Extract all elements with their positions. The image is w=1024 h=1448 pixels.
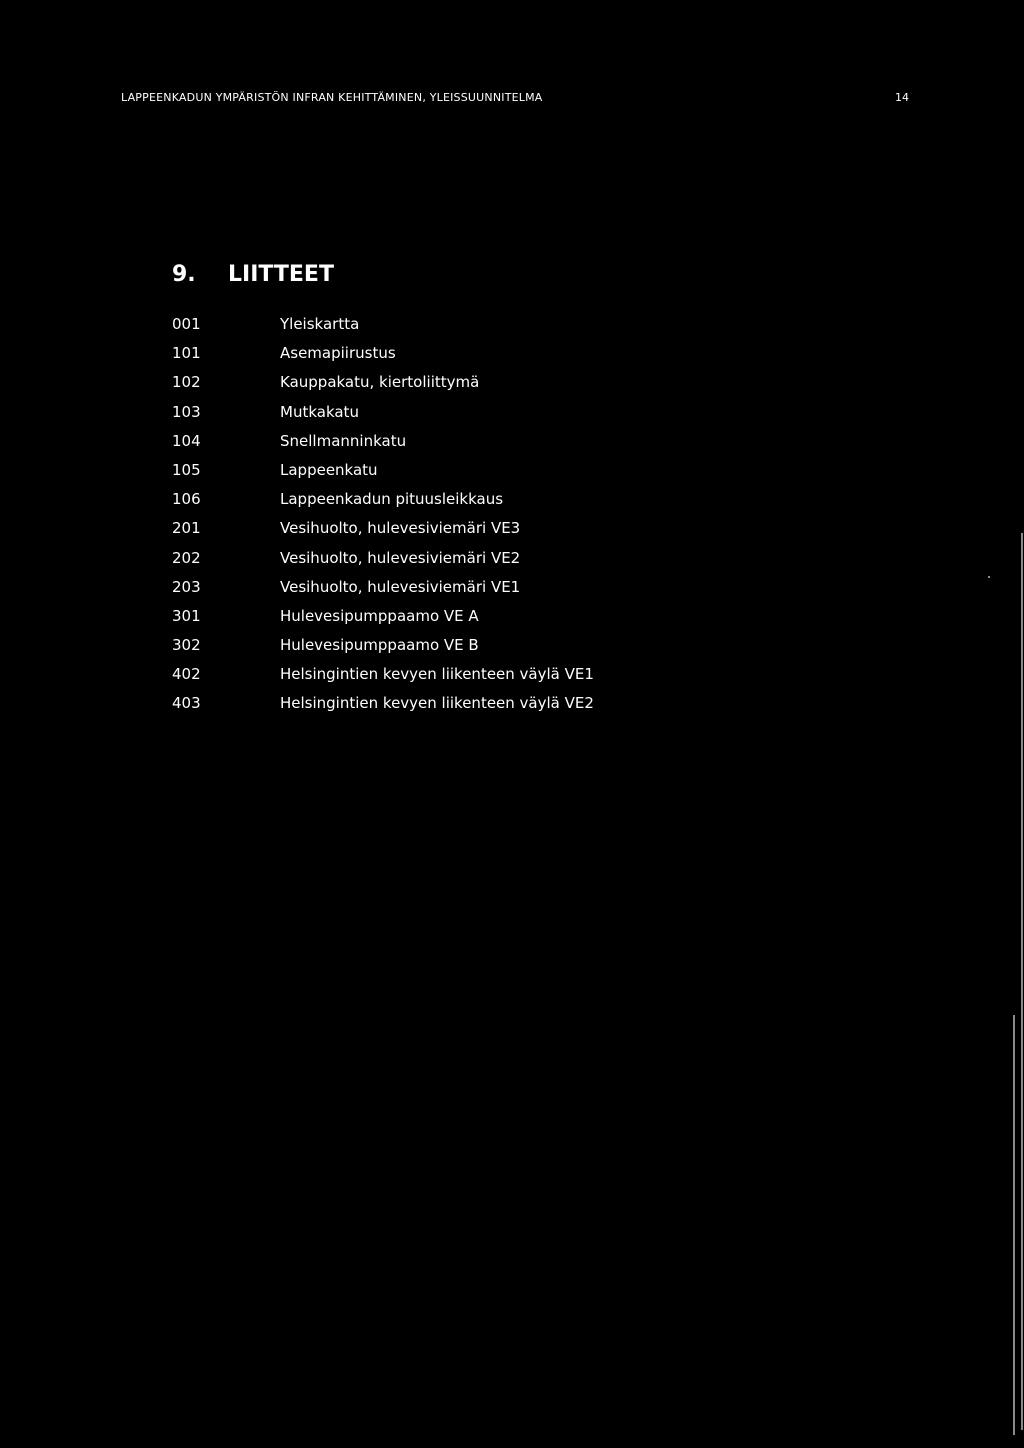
appendix-code: 106 xyxy=(172,490,201,509)
page-number: 14 xyxy=(895,91,909,104)
appendix-code: 302 xyxy=(172,636,201,655)
appendix-title: Vesihuolto, hulevesiviemäri VE1 xyxy=(280,577,521,596)
list-item xyxy=(172,545,594,574)
appendix-title: Yleiskartta xyxy=(280,315,360,333)
appendix-title: Mutkakatu xyxy=(280,402,359,421)
list-item xyxy=(172,399,594,428)
appendix-title: Vesihuolto, hulevesiviemäri VE3 xyxy=(280,519,521,538)
scan-edge-line xyxy=(1021,533,1023,1430)
appendix-title: Snellmanninkatu xyxy=(280,431,407,450)
list-item xyxy=(172,428,594,457)
appendix-title: Kauppakatu, kiertoliittymä xyxy=(280,373,480,392)
document-title: LAPPEENKADUN YMPÄRISTÖN INFRAN KEHITTÄMINEN, YLEISSUUNNITELMA xyxy=(121,91,543,104)
scan-edge-line xyxy=(1013,1015,1015,1435)
appendix-title: Hulevesipumppaamo VE B xyxy=(280,636,479,655)
appendix-code: 203 xyxy=(172,577,201,596)
appendix-code: 105 xyxy=(172,460,201,479)
section-title: LIITTEET xyxy=(228,262,334,287)
list-item xyxy=(172,574,594,603)
appendix-code: 104 xyxy=(172,431,201,450)
appendix-title: Lappeenkadun pituusleikkaus xyxy=(280,490,504,509)
appendix-title: Vesihuolto, hulevesiviemäri VE2 xyxy=(280,548,521,567)
list-item xyxy=(172,603,594,632)
appendix-code: 102 xyxy=(172,373,201,392)
appendix-code: 402 xyxy=(172,665,201,684)
list-item xyxy=(172,661,594,690)
appendix-title: Helsingintien kevyen liikenteen väylä VE2 xyxy=(280,694,594,713)
appendix-title: Asemapiirustus xyxy=(280,344,396,363)
appendix-code: 001 xyxy=(172,315,201,333)
scan-dust-speck xyxy=(988,576,990,578)
list-item xyxy=(172,632,594,661)
list-item xyxy=(172,457,594,486)
appendix-code: 301 xyxy=(172,606,201,625)
page-header xyxy=(121,91,909,107)
list-item xyxy=(172,340,594,369)
section-heading xyxy=(172,262,334,287)
list-item xyxy=(172,311,594,340)
section-number: 9. xyxy=(172,262,196,287)
list-item xyxy=(172,369,594,398)
appendix-code: 101 xyxy=(172,344,201,363)
appendix-title: Hulevesipumppaamo VE A xyxy=(280,606,479,625)
appendix-list xyxy=(172,311,594,720)
appendix-code: 201 xyxy=(172,519,201,538)
list-item xyxy=(172,486,594,515)
appendix-title: Helsingintien kevyen liikenteen väylä VE1 xyxy=(280,665,594,684)
list-item xyxy=(172,515,594,544)
list-item xyxy=(172,690,594,719)
appendix-code: 103 xyxy=(172,402,201,421)
appendix-code: 202 xyxy=(172,548,201,567)
appendix-code: 403 xyxy=(172,694,201,713)
appendix-title: Lappeenkatu xyxy=(280,460,378,479)
